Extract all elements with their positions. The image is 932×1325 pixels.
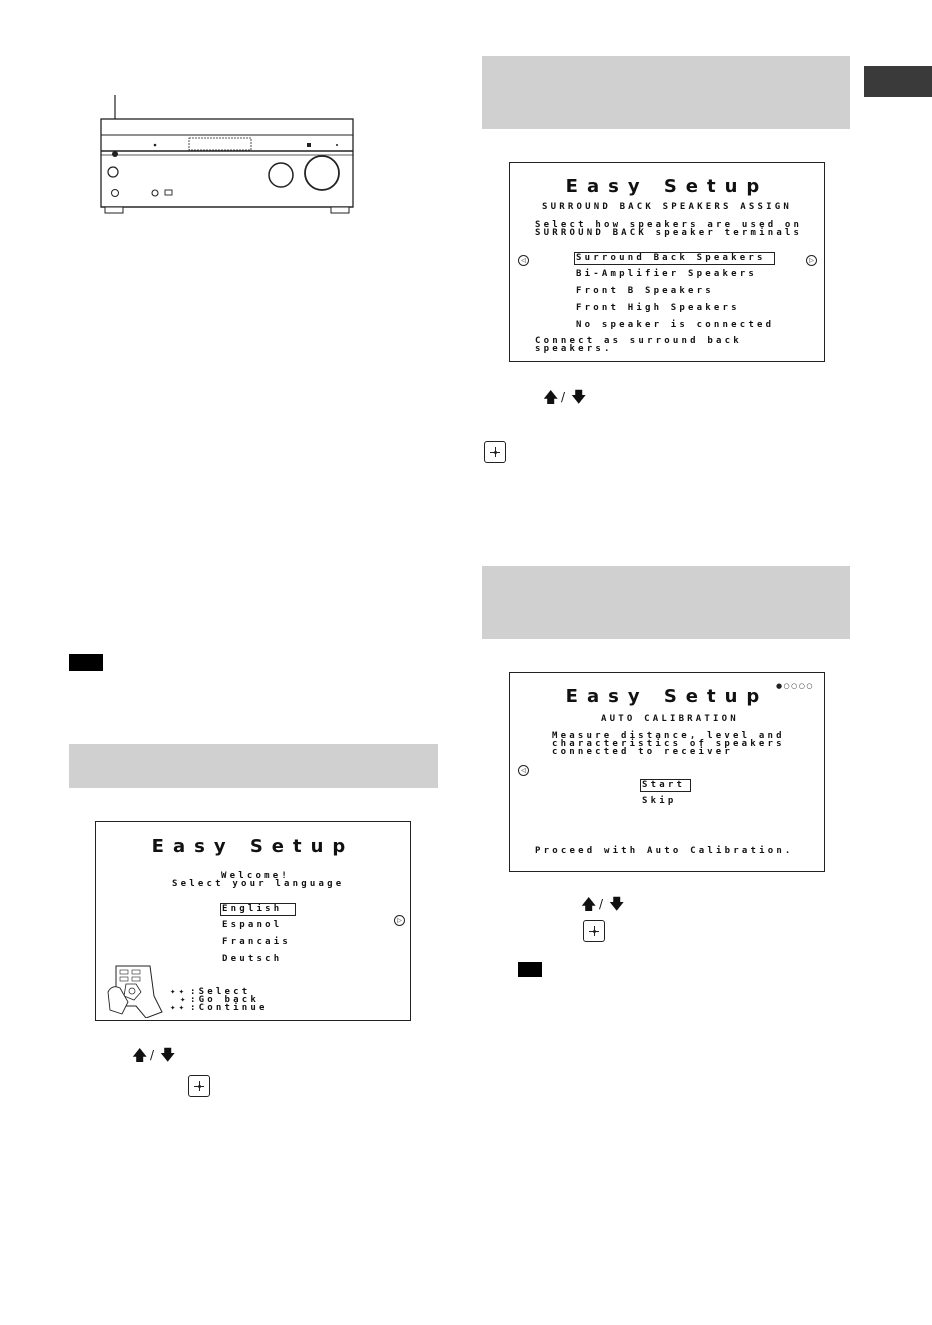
osd-footer-line1: Connect as surround back	[535, 336, 742, 346]
down-arrow-icon: 🡇	[160, 1046, 176, 1064]
left-nav-icon[interactable]: ◁	[518, 765, 529, 776]
osd-footer: Proceed with Auto Calibration.	[535, 846, 794, 856]
down-arrow-icon: 🡇	[571, 388, 587, 406]
legend-back-arrow: ✦	[180, 995, 189, 1005]
legend-continue: :Continue	[190, 1003, 268, 1013]
up-arrow-icon: 🡅	[581, 895, 597, 913]
progress-dots: ●○○○○	[775, 682, 814, 690]
up-arrow-icon: 🡅	[132, 1046, 148, 1064]
up-arrow-icon: 🡅	[543, 388, 559, 406]
note-badge	[69, 654, 103, 671]
osd-footer-line2: speakers.	[535, 344, 613, 354]
osd-prompt-line2: SURROUND BACK speaker terminals	[535, 228, 803, 238]
remote-control-illustration	[106, 962, 164, 1018]
option-surround-back-speakers[interactable]: Surround Back Speakers	[576, 254, 773, 263]
osd-screen-auto-calibration	[509, 672, 825, 872]
legend-select: :Select	[190, 987, 251, 997]
option-front-high-speakers[interactable]: Front High Speakers	[576, 303, 740, 313]
section-header-bar-language	[69, 744, 438, 788]
option-francais[interactable]: Francais	[222, 937, 291, 947]
osd-desc-line2: characteristics of speakers	[552, 739, 785, 749]
separator: /	[561, 390, 566, 404]
receiver-illustration	[95, 95, 360, 220]
separator: /	[150, 1048, 155, 1062]
enter-button-icon	[583, 920, 605, 942]
option-english[interactable]: English	[222, 905, 294, 914]
option-deutsch[interactable]: Deutsch	[222, 954, 283, 964]
osd-welcome: Welcome!	[221, 871, 290, 881]
osd-prompt: Select your language	[172, 879, 345, 889]
option-start[interactable]: Start	[642, 781, 689, 790]
osd-desc-line1: Measure distance, level and	[552, 731, 785, 741]
osd-title: Easy Setup	[151, 836, 355, 857]
osd-screen-surround-back-assign	[509, 162, 825, 362]
option-no-speaker-connected[interactable]: No speaker is connected	[576, 320, 775, 330]
option-skip[interactable]: Skip	[642, 796, 677, 806]
left-nav-icon[interactable]: ◁	[518, 255, 529, 266]
right-nav-icon[interactable]: ▷	[806, 255, 817, 266]
osd-prompt-line1: Select how speakers are used on	[535, 220, 803, 230]
osd-desc-line3: connected to receiver	[552, 747, 733, 757]
osd-subtitle: AUTO CALIBRATION	[601, 714, 739, 724]
section-header-bar-surround-back	[482, 56, 850, 129]
osd-title: Easy Setup	[565, 176, 769, 197]
note-badge	[518, 962, 542, 977]
section-header-bar-auto-calibration	[482, 566, 850, 639]
legend-select-arrows: ✦✦	[170, 987, 188, 997]
osd-title: Easy Setup	[565, 686, 769, 707]
option-bi-amplifier-speakers[interactable]: Bi-Amplifier Speakers	[576, 269, 757, 279]
right-nav-icon[interactable]: ▷	[394, 915, 405, 926]
enter-button-icon	[484, 441, 506, 463]
legend-continue-arrows: ✦✦	[170, 1003, 188, 1013]
osd-subtitle: SURROUND BACK SPEAKERS ASSIGN	[542, 202, 792, 212]
option-front-b-speakers[interactable]: Front B Speakers	[576, 286, 714, 296]
option-espanol[interactable]: Espanol	[222, 920, 283, 930]
osd-screen-language	[95, 821, 411, 1021]
section-tab	[864, 66, 932, 97]
down-arrow-icon: 🡇	[609, 895, 625, 913]
enter-button-icon	[188, 1075, 210, 1097]
legend-back: :Go back	[190, 995, 259, 1005]
separator: /	[599, 897, 604, 911]
